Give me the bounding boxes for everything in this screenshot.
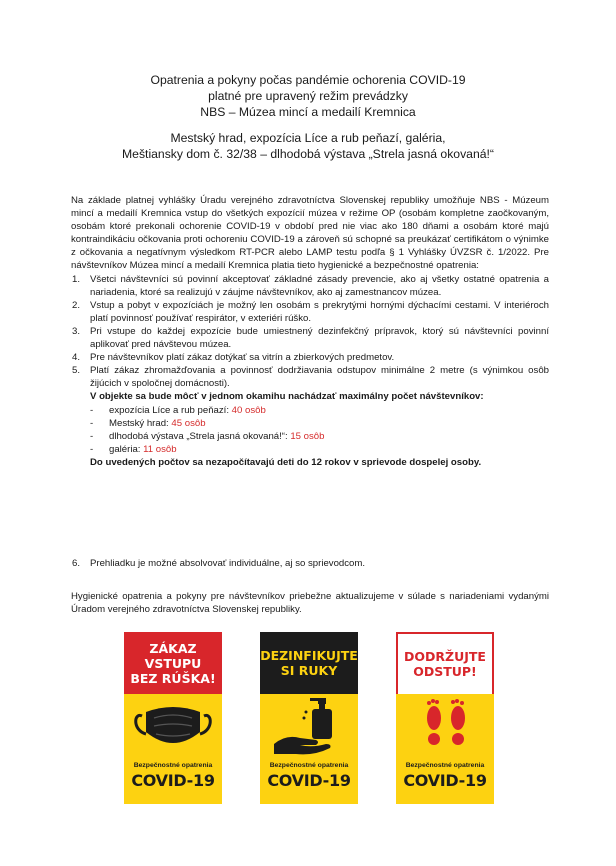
face-mask-icon — [124, 694, 222, 760]
sign-sanitize — [260, 632, 358, 804]
title-line-2: platné pre upravený režim prevádzky — [208, 89, 408, 103]
sign-headline — [396, 632, 494, 694]
sign-covid-label: COVID-19 — [267, 771, 351, 790]
capacity-label: dlhodobá výstava „Strela jasná okovaná!“: — [109, 430, 291, 442]
bullet-dash: - — [90, 443, 94, 455]
subtitle-line-2: Meštiansky dom č. 32/38 – dlhodobá výstava „Strela jasná okovaná!“ — [122, 147, 494, 161]
bullet-dash: - — [90, 430, 94, 442]
capacity-heading: V objekte sa bude môcť v jednom okamihu nachádzať maximálny počet návštevníkov: — [90, 391, 484, 403]
rule-item-6 — [71, 557, 549, 570]
sign-headline-line-2: BEZ RÚŠKA! — [130, 670, 216, 686]
rule-item — [71, 299, 549, 325]
sign-caption: Bezpečnostné opatrenia — [269, 762, 349, 769]
bullet-dash: - — [90, 417, 94, 429]
rule-number: 2. — [72, 299, 81, 311]
capacity-item — [90, 443, 549, 456]
safety-signs — [0, 632, 616, 812]
rule-item — [71, 273, 549, 299]
sign-headline-line-1: DEZINFIKUJTE — [260, 648, 358, 663]
sign-mask — [124, 632, 222, 804]
rule-number: 1. — [72, 273, 81, 285]
rule-text: Všetci návštevníci sú povinní akceptovať základné zásady prevencie, ako aj všetky ostatné opatrenia a nariadenia, ktoré sa realizujú v záujme návštevníkov, ako aj zamestnancov múzea. — [90, 273, 549, 298]
capacity-item — [90, 430, 549, 443]
capacity-label: Mestský hrad: — [109, 417, 172, 429]
subtitle-line-1: Mestský hrad, expozícia Líce a rub peňazí, galéria, — [170, 131, 446, 145]
sign-distance — [396, 632, 494, 804]
capacity-item — [90, 404, 549, 417]
sign-covid-label: COVID-19 — [131, 771, 215, 790]
title-line-3: NBS – Múzea mincí a medailí Kremnica — [200, 105, 416, 119]
capacity-count: 15 osôb — [290, 430, 325, 442]
rules-list — [71, 273, 549, 469]
capacity-count: 11 osôb — [143, 443, 177, 455]
rule-text: Platí zákaz zhromažďovania a povinnosť dodržiavania odstupov minimálne 2 metre (s výnimkou osôb žijúcich v spoločnej domácnosti). — [90, 365, 549, 390]
rule-item — [71, 351, 549, 364]
title-line-1: Opatrenia a pokyny počas pandémie ochorenia COVID-19 — [150, 73, 466, 87]
capacity-count: 40 osôb — [231, 404, 266, 416]
document-title — [0, 72, 616, 120]
capacity-label: galéria: — [109, 443, 144, 455]
capacity-count: 45 osôb — [171, 417, 206, 429]
footprints-icon — [396, 694, 494, 760]
rule-item — [71, 325, 549, 351]
bullet-dash: - — [90, 404, 94, 416]
rule-text: Vstup a pobyt v expozíciách je možný len osobám s prekrytými hornými dýchacími cestami. V interiéroch platí povinnosť používať respirátor, v exteriéri rúško. — [90, 299, 549, 324]
rule-number: 3. — [72, 325, 81, 337]
sign-headline — [260, 632, 358, 694]
capacity-label: expozícia Líce a rub peňazí: — [109, 404, 232, 416]
rule-item — [71, 364, 549, 469]
sign-covid-label: COVID-19 — [403, 771, 487, 790]
document-body — [71, 194, 549, 469]
capacity-footer: Do uvedených počtov sa nezapočítavajú deti do 12 rokov v sprievode dospelej osoby. — [90, 456, 482, 468]
rule-number: 4. — [72, 352, 81, 364]
rule-text: Prehliadku je možné absolvovať individuálne, aj so sprievodcom. — [90, 558, 366, 569]
rule-number: 5. — [72, 365, 81, 377]
sign-headline — [124, 632, 222, 694]
sign-headline-line-2: SI RUKY — [280, 663, 338, 678]
intro-paragraph: Na základe platnej vyhlášky Úradu verejného zdravotníctva Slovenskej republiky umožňuje NBS - Múzeum mincí a medailí Kremnica vstup do všetkých expozícií múzea v režime OP (osobám kompletne zaočkovaným, osobám ktoré prekonali ochorenie COVID-19 v období pred nie viac ako 180 dňami a osobám ktoré majú kontraindikáciu očkovania proti ochoreniu COVID-19 a zároveň sú schopné sa preukázať certifikátom o výnimke z očkovania a negatívnym výsledkom RT-PCR alebo LAMP testu podľa § 1 Vyhlášky ÚVZSR č. 1/2022. Pre návštevníkov Múzea mincí a medailí Kremnica platia tieto hygienické a bezpečnostné opatrenia: — [71, 195, 549, 272]
hand-sanitizer-icon — [260, 694, 358, 760]
sign-headline-line-2: ODSTUP! — [413, 664, 477, 679]
document-subtitle — [0, 130, 616, 162]
capacity-list — [90, 404, 549, 456]
capacity-item — [90, 417, 549, 430]
sign-caption: Bezpečnostné opatrenia — [133, 762, 213, 769]
sign-headline-line-1: DODRŽUJTE — [404, 649, 486, 664]
closing-paragraph: Hygienické opatrenia a pokyny pre návštevníkov priebežne aktualizujeme v súlade s nariadeniami vydanými Úradom verejného zdravotníctva Slovenskej republiky. — [71, 591, 549, 616]
rule-text: Pri vstupe do každej expozície bude umiestnený dezinfekčný prípravok, ktorý sú návštevníci povinní aplikovať pred návštevou múzea. — [90, 325, 549, 351]
rule-number: 6. — [72, 558, 81, 569]
sign-caption: Bezpečnostné opatrenia — [405, 762, 485, 769]
rule-text: Pre návštevníkov platí zákaz dotýkať sa vitrín a zbierkových predmetov. — [90, 352, 395, 364]
sign-headline-line-1: ZÁKAZ VSTUPU — [144, 640, 202, 671]
